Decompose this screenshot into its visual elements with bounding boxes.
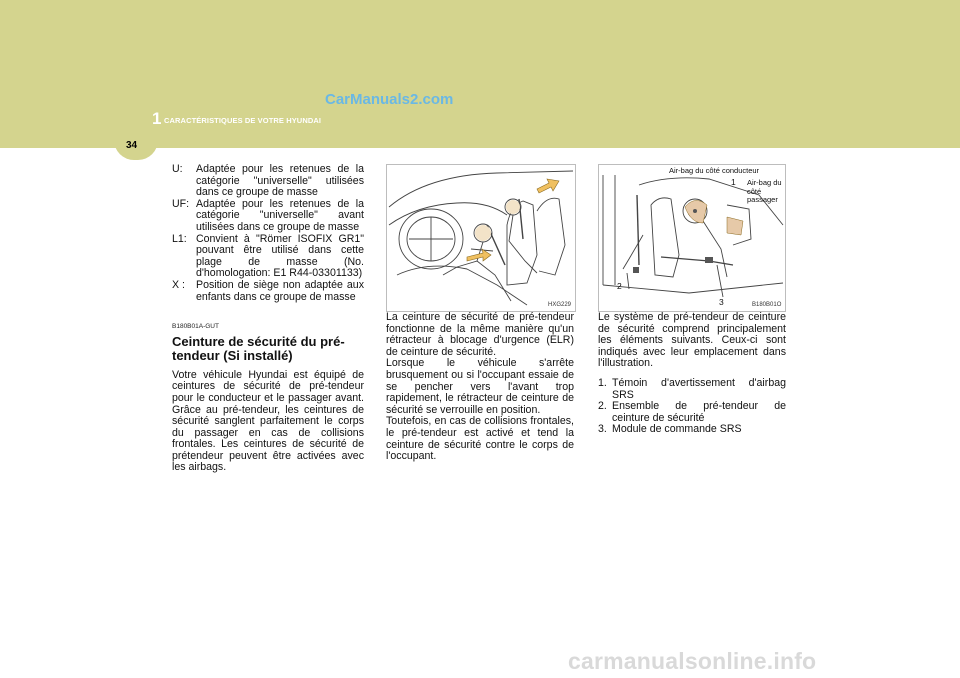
list-item xyxy=(598,401,786,424)
figure-code-middle: HXG229 xyxy=(548,302,572,308)
srs-components-illustration xyxy=(598,164,786,312)
list-item-text: Témoin d'avertissement d'airbag SRS xyxy=(612,376,786,401)
middle-paragraph-2: Lorsque le véhicule s'arrête brusquement ou si l'occupant essaie de se pencher vers l'avant trop rapidement, le rétracteur de ceinture de sécurité se verrouille en position. xyxy=(386,357,574,416)
callout-2: 2 xyxy=(617,281,622,291)
chapter-title: CARACTÉRISTIQUES DE VOTRE HYUNDAI xyxy=(164,116,322,125)
left-column xyxy=(172,164,364,474)
middle-paragraph-3: Toutefois, en cas de collisions frontales, le pré-tendeur est activé et tend la ceinture de sécurité contre le corps de l'occupant. xyxy=(386,415,574,463)
legend-key: UF: xyxy=(172,197,190,210)
figure-code-right: B180B01O xyxy=(752,302,782,308)
section-heading: Ceinture de sécurité du pré-tendeur (Si installé) xyxy=(172,333,345,364)
list-item xyxy=(598,378,786,401)
legend-item-u xyxy=(172,164,364,199)
legend-key: U: xyxy=(172,163,183,175)
section-paragraph: Votre véhicule Hyundai est équipé de ceintures de sécurité de pré-tendeur pour le conducteur et le passager avant. Grâce au pré-tendeur, les ceintures de sécurité sanglent parfaitement le corps du passager en cas de collisions frontales. Les ceintures de sécurité de prétendeur peuvent être activées avec les airbags. xyxy=(172,368,364,474)
list-item xyxy=(598,424,786,436)
middle-column xyxy=(386,312,574,463)
legend-text: Position de siège non adaptée aux enfants dans ce groupe de masse xyxy=(196,278,364,303)
callout-1: 1 xyxy=(731,177,736,187)
legend-key: L1: xyxy=(172,232,187,245)
legend-item-l1 xyxy=(172,234,364,280)
section-code: B180B01A-GUT xyxy=(172,323,219,331)
legend-item-x xyxy=(172,280,364,303)
callout-3: 3 xyxy=(719,297,724,307)
car-interior-drawing xyxy=(387,165,575,311)
legend-text: Adaptée pour les retenues de la catégorie "universelle" avant utilisées dans ce groupe de masse xyxy=(196,197,364,233)
list-item-number: 1. xyxy=(598,376,607,389)
right-paragraph: Le système de pré-tendeur de ceinture de sécurité comprend principalement les éléments suivants. Ceux-ci sont indiqués avec leur emplacement dans l'illustration. xyxy=(598,311,786,370)
component-list xyxy=(598,378,786,436)
watermark-bottom[interactable]: carmanualsonline.info xyxy=(568,648,817,674)
pretensioner-occupant-illustration xyxy=(386,164,576,312)
legend-text: Convient à "Römer ISOFIX GR1" pouvant être utilisé dans cette plage de masse (No. d'homologation: E1 R44-03301133) xyxy=(196,232,364,280)
watermark-top[interactable]: CarManuals2.com xyxy=(325,91,454,108)
driver-airbag-label: Air-bag du côté conducteur xyxy=(669,166,760,175)
chapter-number: 1 xyxy=(152,109,162,128)
list-item-number: 3. xyxy=(598,423,607,436)
legend-key: X : xyxy=(172,278,185,291)
list-item-number: 2. xyxy=(598,400,607,413)
legend-item-uf xyxy=(172,199,364,234)
list-item-text: Ensemble de pré-tendeur de ceinture de sécurité xyxy=(612,400,786,424)
header-band xyxy=(0,0,960,148)
legend-text: Adaptée pour les retenues de la catégorie "universelle" utilisées dans ce groupe de masse xyxy=(196,163,364,199)
page-number: 34 xyxy=(126,140,138,151)
list-item-text: Module de commande SRS xyxy=(612,423,742,436)
right-column xyxy=(598,312,786,436)
passenger-airbag-label: Air-bag du côté passager xyxy=(747,178,782,204)
middle-paragraph-1: La ceinture de sécurité de pré-tendeur fonctionne de la même manière qu'un rétracteur à blocage d'urgence (ELR) de ceinture de sécurité. xyxy=(386,311,574,358)
